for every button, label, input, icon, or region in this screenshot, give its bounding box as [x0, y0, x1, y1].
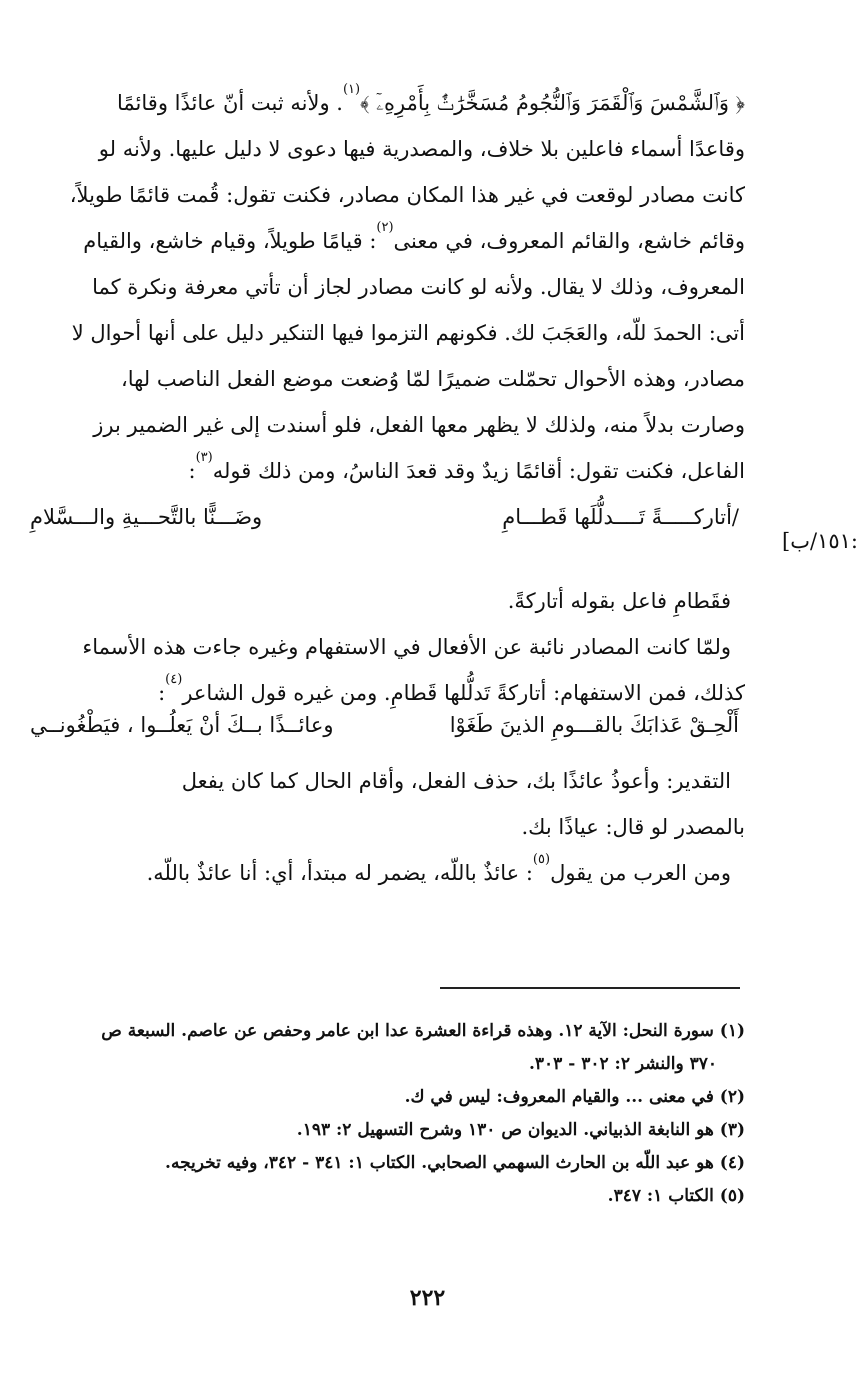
paragraph-1-text: . ولأنه ثبت أنّ عائذًا وقائمًا	[117, 91, 343, 115]
spacer	[30, 540, 745, 578]
paragraph-1-text: الفاعل، فكنت تقول: أقائمًا زيدٌ وقد قعدَ الناسُ، ومن ذلك قوله	[212, 459, 745, 483]
footnote-text: هو النابغة الذبياني. الديوان ص ١٣٠ وشرح التسهيل ٢: ١٩٣.	[296, 1120, 714, 1140]
page-number: ٢٢٢	[409, 1285, 446, 1311]
paragraph-1-line-6: أتى: الحمدَ للّه، والعَجَبَ لك. فكونهم التزموا فيها التنكير دليل على أنها أحوال لا	[71, 321, 745, 345]
colon: :	[188, 459, 196, 483]
footnote-text: هو عبد اللّه بن الحارث السهمي الصحابي. الكتاب ١: ٣٤١ - ٣٤٢، وفيه تخريجه.	[165, 1153, 714, 1173]
paragraph-5-text: : عائذٌ باللّه، يضمر له مبتدأ، أي: أنا عائذٌ باللّه.	[146, 861, 533, 885]
footnotes	[30, 1015, 745, 1213]
spacer	[30, 748, 745, 758]
paragraph-5-text: ومن العرب من يقول	[550, 861, 731, 885]
colon: :	[158, 681, 166, 705]
manuscript-folio-marker: :١٥١/ب]	[782, 529, 858, 553]
footnote-5	[30, 1180, 745, 1213]
footnote-ref-5: (٥)	[532, 852, 551, 867]
quran-verse: ﴿ وَٱلشَّمْسَ وَٱلْقَمَرَ وَٱلنُّجُومُ مُسَخَّرَٰتٌۢ بِأَمْرِهِۦٓ ﴾	[360, 91, 745, 115]
paragraph-4-line-2: بالمصدر لو قال: عياذًا بك.	[521, 815, 745, 839]
main-text	[30, 80, 745, 896]
footnote-1-continuation: ٣٧٠ والنشر ٢: ٣٠٢ - ٣٠٣.	[528, 1054, 717, 1074]
footnote-3	[30, 1114, 745, 1147]
paragraph-4-line-1: التقدير: وأعوذُ عائذًا بك، حذف الفعل، وأقام الحال كما كان يفعل	[181, 769, 731, 793]
paragraph-1-line-9	[30, 448, 745, 494]
paragraph-1-line-1	[30, 80, 745, 126]
verse-2-first-hemistich: أَلْحِـقْ عَذابَكَ بالقـــومِ الذينَ طَغَوْا	[449, 713, 739, 737]
footnote-1	[30, 1015, 745, 1048]
footnote-ref-4: (٤)	[165, 672, 183, 687]
paragraph-1-text: : قيامًا طويلاً، وقيام خاشع، والقيام	[83, 229, 377, 253]
footnote-number: (٤)	[719, 1153, 745, 1173]
paragraph-1-line-5: المعروف، وذلك لا يقال. ولأنه لو كانت مصادر لجاز أن تأتي معرفة ونكرة كما	[92, 275, 745, 299]
paragraph-1-line-3: كانت مصادر لوقعت في غير هذا المكان مصادر، فكنت تقول: قُمت قائمًا طويلاً،	[69, 183, 745, 207]
footnote-number: (٢)	[719, 1087, 745, 1107]
footnote-number: (٥)	[719, 1186, 745, 1206]
verse-2-second-hemistich: وعائــذًا بــكَ أنْ يَعلُــوا ، فيَطْغُونــي	[30, 713, 334, 737]
footnote-number: (٣)	[719, 1120, 745, 1140]
footnote-ref-1: (١)	[342, 82, 361, 97]
paragraph-2: فقَطامِ فاعل بقوله أتاركةً.	[507, 589, 731, 613]
footnote-2	[30, 1081, 745, 1114]
paragraph-1-line-2: وقاعدًا أسماء فاعلين بلا خلاف، والمصدرية فيها دعوى لا دليل عليها. ولأنه لو	[98, 137, 745, 161]
paragraph-1-line-8: وصارت بدلاً منه، ولذلك لا يظهر معها الفعل، فلو أسندت إلى غير الضمير برز	[93, 413, 745, 437]
footnote-text: الكتاب ١: ٣٤٧.	[607, 1186, 714, 1206]
footnote-ref-3: (٣)	[195, 450, 213, 465]
footnote-divider	[440, 987, 740, 989]
verse-1-first-hemistich: /أتاركـــــةً تَــــدلُّلَها قَطـــامِ	[502, 505, 739, 529]
paragraph-5	[30, 850, 745, 896]
footnote-ref-2: (٢)	[376, 220, 394, 235]
paragraph-1-line-7: مصادر، وهذه الأحوال تحمّلت ضميرًا لمّا وُضعت موضع الفعل الناصب لها،	[120, 367, 745, 391]
paragraph-1-line-4	[30, 218, 745, 264]
paragraph-1-text: وقائم خاشع، والقائم المعروف، في معنى	[393, 229, 745, 253]
footnote-number: (١)	[719, 1021, 745, 1041]
footnote-text: في معنى ... والقيام المعروف: ليس في ك.	[404, 1087, 714, 1107]
verse-1	[30, 494, 745, 540]
paragraph-3-line-1: ولمّا كانت المصادر نائبة عن الأفعال في الاستفهام وغيره جاءت هذه الأسماء	[82, 635, 731, 659]
paragraph-3-text: كذلك، فمن الاستفهام: أتاركةً تَدلُّلها قَطامِ. ومن غيره قول الشاعر	[182, 681, 745, 705]
footnote-text: سورة النحل: الآية ١٢. وهذه قراءة العشرة عدا ابن عامر وحفص عن عاصم. السبعة ص	[101, 1021, 714, 1041]
verse-1-second-hemistich: وضَـــنًّا بالتَّحـــيةِ والـــسَّلامِ	[30, 505, 263, 529]
footnote-4	[30, 1147, 745, 1180]
